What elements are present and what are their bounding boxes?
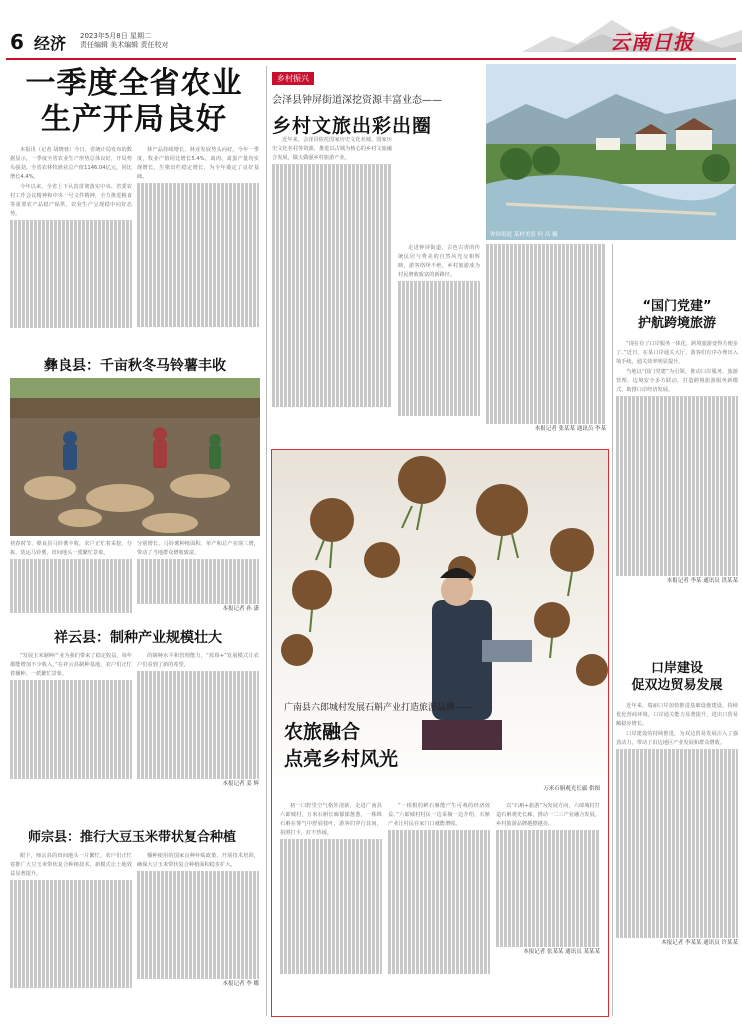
- feature-byline: 本报记者 张某某 通讯员 某某某: [523, 949, 600, 955]
- village-kicker: 会泽县钟屏街道深挖资源丰富业态——: [272, 95, 442, 106]
- lead-headline-line2: 生产开局良好: [41, 102, 227, 137]
- feature-col3-text: 以“石斛+旅游”为发展方向，六郎城村打造石斛观光长廊，推动一二三产业融合发展，乡村旅游品牌越擦越亮。: [496, 803, 600, 827]
- page-number: 6: [10, 30, 24, 54]
- feature-box: [271, 449, 609, 1017]
- village-col-3: [486, 244, 606, 442]
- shizong-byline: 本报记者 李 娜: [222, 981, 259, 987]
- shizong-col-1: [10, 852, 132, 1018]
- guomen-headline-line1: “国门党建”: [642, 299, 712, 314]
- guomen-headline: [616, 298, 738, 338]
- lead-col2-text: 林产品持续增长，林业发展势头向好。今年一季度，牧业产值同比增长5.4%，禽肉、禽蛋产量均实现增长，生猪出栏稳定增长，为全年奠定了良好基础。: [137, 147, 259, 180]
- section-tag: 乡村振兴: [272, 72, 314, 85]
- xiangyun-col-1: [10, 652, 132, 812]
- feature-title-block: [284, 700, 514, 776]
- kouan-para-1: 近年来，瑞丽口岸加快推进基础设施建设，持续优化营商环境，口岸通关能力显著提升，进出口贸易额稳步增长。: [616, 703, 738, 727]
- yiliang-col-2: [137, 540, 259, 630]
- column-divider: [266, 66, 267, 1016]
- village-scenery-image: [486, 64, 736, 240]
- feature-headline-line2: 点亮乡村风光: [284, 748, 399, 770]
- xiangyun-headline: 祥云县：制种产业规模壮大: [54, 630, 222, 646]
- potato-harvest-image: [10, 378, 260, 536]
- editor-line: 责任编辑 美术编辑 责任校对: [80, 41, 169, 49]
- date-line: 2023年5月8日 星期二: [80, 32, 151, 40]
- right-column-divider: [612, 244, 613, 1016]
- guomen-body: [616, 340, 738, 652]
- section-name: 经济: [34, 34, 67, 53]
- kouan-headline-line1: 口岸建设: [650, 661, 703, 676]
- xiangyun-col-2: [137, 652, 259, 812]
- feature-col1-text: 初一口腔里空气格外清新，走进广南县六郎城村，万米石斛长廊郁郁葱葱，一株株石斛在雾气中舒展枝叶，游客们穿行其间，拍照打卡，好不热闹。: [280, 803, 382, 836]
- kouan-para-2: 口岸建设的持续推进，为双边贸易发展注入了强劲动力，带动了沿边地区产业发展和群众增收。: [616, 731, 738, 746]
- shizong-col-2: [137, 852, 259, 1018]
- village-photo: [486, 64, 736, 240]
- newspaper-logo: 云南日报: [610, 30, 694, 54]
- xiangyun-byline: 本报记者 姜 辉: [222, 781, 259, 787]
- yiliang-caption: 初春时节，彝良县马铃薯丰收，农户正忙着采挖、分拣、装运马铃薯，田间地头一派繁忙景象。: [10, 541, 132, 556]
- kouan-headline-line2: 促双边贸易发展: [631, 678, 723, 693]
- shizong-headline: 师宗县：推行大豆玉米带状复合种植: [28, 830, 237, 845]
- masthead-rule: [6, 58, 736, 60]
- feature-headline-line1: 农旅融合: [284, 721, 361, 743]
- lead-column-1: [10, 146, 132, 360]
- xiangyun-col1-text: “发展玉米制种产业为我们带来了稳定收益，每年都能增加不少收入。”在祥云县制种基地，农户们正忙着播种，一派繁忙景象。: [10, 653, 132, 677]
- village-para-2: 走进钟屏街道，古色古香的传统民居与秀美的自然风光交相辉映，游客络绎不绝，乡村旅游成为村民增收致富的新路径。: [398, 245, 480, 278]
- feature-kicker: 广南县六郎城村发展石斛产业打造旅游品牌——: [284, 703, 474, 713]
- guomen-para-1: “现在有了口岸服务一体化，跨境旅游变得方便多了。”近日，在某口岸通关大厅，游客们有序办理出入境手续，通关效率明显提升。: [616, 341, 738, 365]
- xiangyun-col2-text: 的制种水平和管理能力，“蓝莓+”发展模式让农户们看到了新的希望。: [137, 653, 259, 668]
- shizong-col1-text: 眼下，师宗县的田间地头一片繁忙，农户们正忙着推广大豆玉米带状复合种植技术，新模式让土地效益显著提升。: [10, 853, 132, 877]
- masthead-info: [80, 32, 168, 50]
- village-headline: 乡村文旅出彩出圈: [272, 115, 433, 136]
- yiliang-col2-text: 分别增长，马铃薯种植面积、单产和总产实现三增，带动了当地群众增收致富。: [137, 541, 259, 556]
- village-photo-caption: 钟屏街道 某村美景 何 昌 摄: [490, 232, 558, 238]
- village-byline: 本报记者 张某某 通讯员 李某: [534, 426, 606, 432]
- village-col-2: [398, 244, 480, 442]
- village-para-1: 近年来，会泽县依托国家历史文化名城、国家历史文化名村等资源，推进以古城为核心的乡村文旅融合发展，做大做强乡村旅游产业。: [272, 137, 392, 161]
- lead-para-2: 今年以来，全省上下认真贯彻落实中央、省委农村工作会议精神和中央一号文件精神，全力推进粮食等重要农产品稳产保供，农业生产呈现稳中向好态势。: [10, 184, 132, 217]
- lead-para-1: 本报讯（记者 胡晓蓉）今日，省统计局发布的数据显示，一季度全省农业生产形势总体良好，开局势头强劲，全省农林牧渔业总产值1146.04亿元，同比增长4.4%。: [10, 147, 132, 180]
- kouan-body: [616, 702, 738, 1018]
- kouan-headline: [616, 660, 738, 700]
- shizong-col2-text: 播种使用的国家良种补贴政策，开展技术培训，确保大豆玉米带状复合种植面积稳步扩大。: [137, 853, 259, 868]
- feature-col-3: [496, 802, 600, 1012]
- masthead: [0, 0, 742, 58]
- village-col-1: [272, 136, 392, 442]
- guomen-headline-line2: 护航跨境旅游: [637, 316, 716, 331]
- guomen-byline: 本报记者 李某 通讯员 洪某某: [666, 578, 738, 584]
- lead-column-2: [137, 146, 259, 360]
- yiliang-photo: [10, 378, 260, 536]
- yiliang-headline: 彝良县：千亩秋冬马铃薯丰收: [44, 358, 226, 374]
- feature-photo-caption: 万米石斛观光长廊 供图: [543, 786, 600, 792]
- guomen-para-2: 当地以“国门党建”为引领，推动口岸服务、旅游管理、边境安全多方联动，打造跨境旅游服务新模式，助推口岸经济发展。: [616, 369, 738, 393]
- village-tourism-header: [272, 66, 472, 136]
- lead-headline-line1: 一季度全省农业: [25, 66, 243, 101]
- yiliang-caption-col: [10, 540, 132, 630]
- yiliang-byline: 本报记者 孙 潇: [222, 606, 259, 612]
- feature-col2-text: “一根根的鲜石斛能产生可观的经济效益。”六郎城村村民一边采摘一边介绍，石斛产业让村民在家门口就能增收。: [388, 803, 490, 827]
- feature-col-1: [280, 802, 382, 1012]
- feature-col-2: [388, 802, 490, 1012]
- kouan-byline: 本报记者 李某某 通讯员 许某某: [661, 940, 738, 946]
- lead-headline: [14, 66, 254, 142]
